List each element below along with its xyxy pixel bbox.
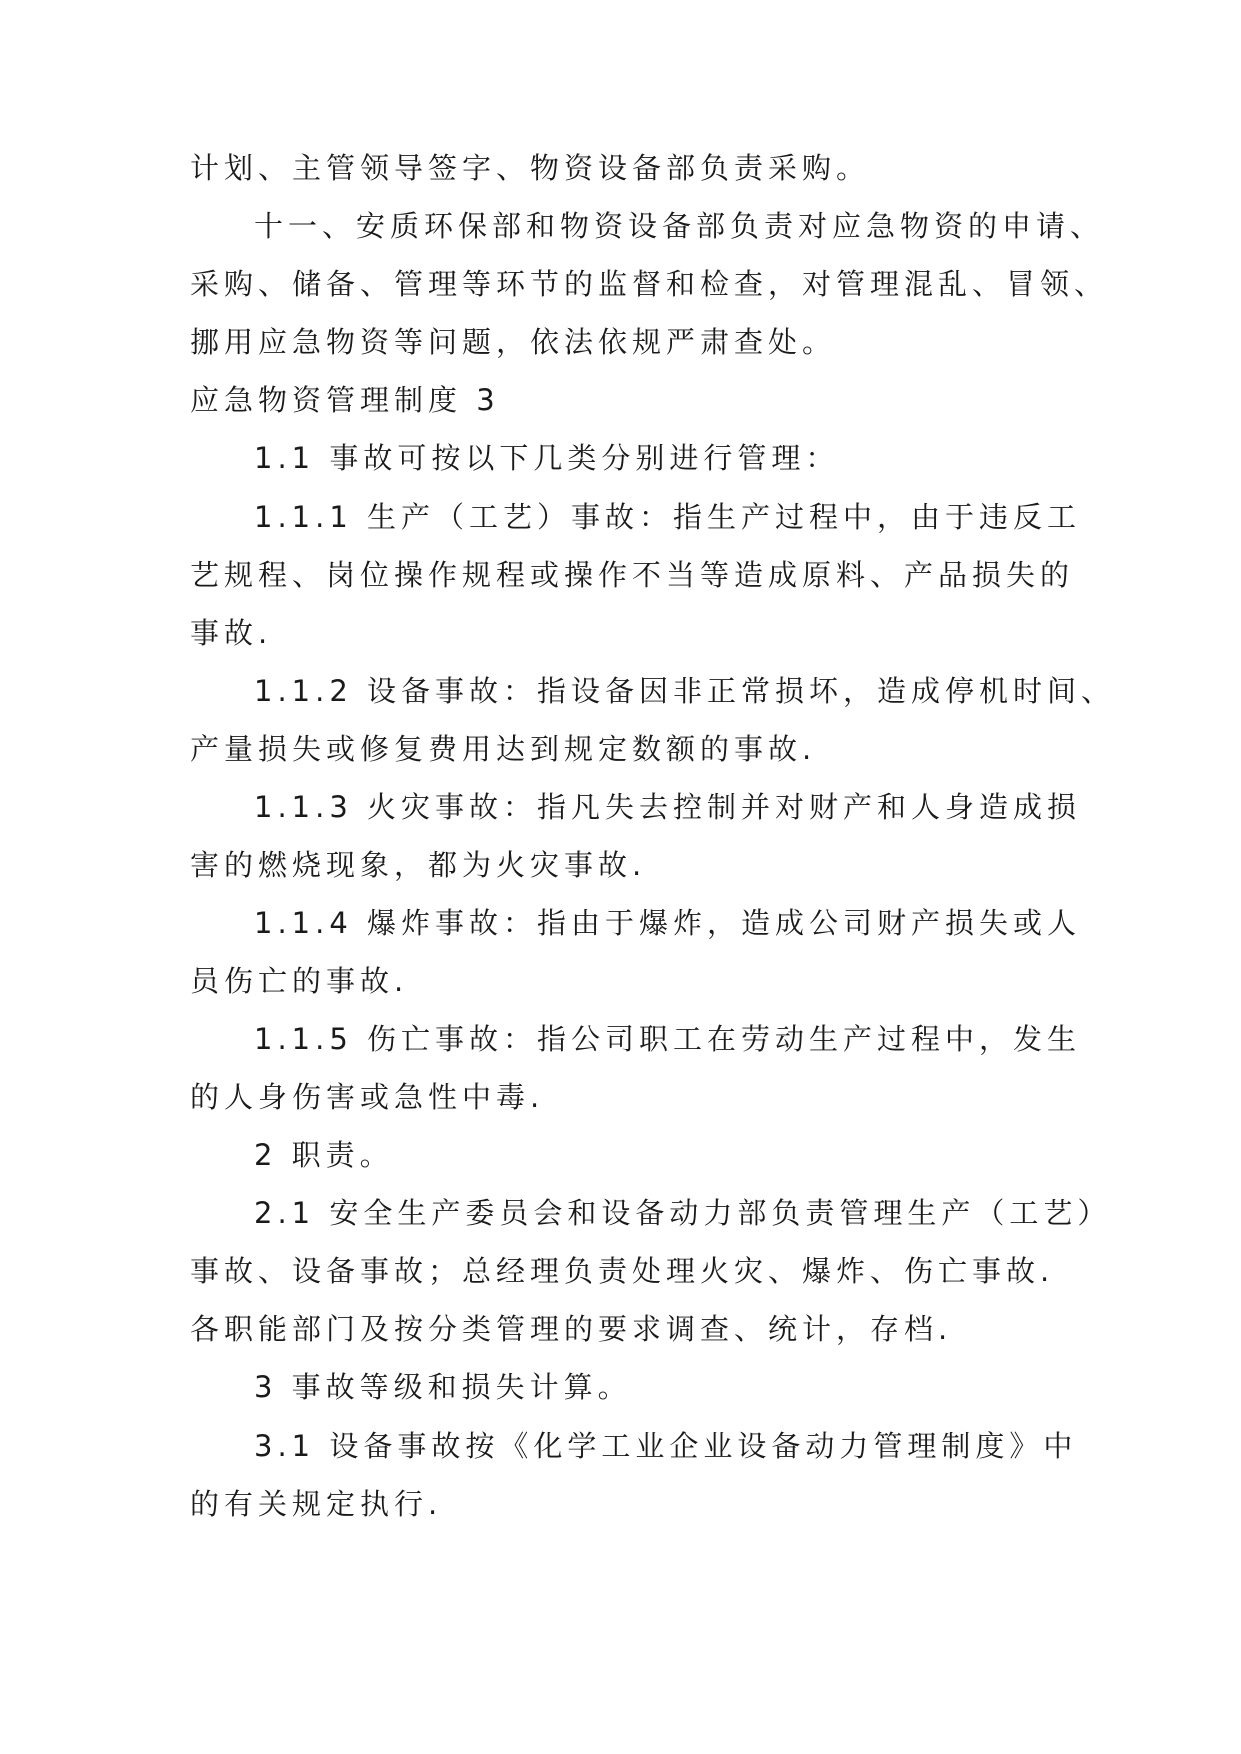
text-line: 的人身伤害或急性中毒.	[190, 1080, 545, 1114]
text-line: 采购、储备、管理等环节的监督和检查，对管理混乱、冒领、	[190, 267, 1109, 301]
text-line: 2 职责。	[254, 1138, 394, 1172]
text-line: 挪用应急物资等问题，依法依规严肃查处。	[190, 325, 837, 359]
text-line: 1.1.2 设备事故：指设备因非正常损坏，造成停机时间、	[254, 674, 1116, 708]
text-line: 事故、设备事故；总经理负责处理火灾、爆炸、伤亡事故.	[190, 1254, 1055, 1288]
text-line: 2.1 安全生产委员会和设备动力部负责管理生产（工艺）	[254, 1196, 1112, 1230]
text-line: 害的燃烧现象，都为火灾事故.	[190, 848, 647, 882]
text-line: 3 事故等级和损失计算。	[254, 1370, 632, 1404]
text-line: 1.1.1 生产（工艺）事故：指生产过程中，由于违反工	[254, 500, 1082, 534]
text-line: 1.1.4 爆炸事故：指由于爆炸，造成公司财产损失或人	[254, 906, 1082, 940]
text-line: 艺规程、岗位操作规程或操作不当等造成原料、产品损失的	[190, 558, 1075, 592]
text-line: 员伤亡的事故.	[190, 964, 409, 998]
text-line: 1.1 事故可按以下几类分别进行管理：	[254, 441, 840, 475]
text-line: 1.1.5 伤亡事故：指公司职工在劳动生产过程中，发生	[254, 1022, 1082, 1056]
text-line: 各职能部门及按分类管理的要求调查、统计，存档.	[190, 1312, 953, 1346]
text-line: 1.1.3 火灾事故：指凡失去控制并对财产和人身造成损	[254, 790, 1082, 824]
text-line: 的有关规定执行.	[190, 1487, 443, 1521]
text-line: 计划、主管领导签字、物资设备部负责采购。	[190, 151, 871, 185]
text-line: 十一、安质环保部和物资设备部负责对应急物资的申请、	[254, 209, 1105, 243]
text-line: 产量损失或修复费用达到规定数额的事故.	[190, 732, 817, 766]
section-heading: 应急物资管理制度 3	[190, 383, 500, 417]
text-line: 3.1 设备事故按《化学工业企业设备动力管理制度》中	[254, 1429, 1078, 1463]
text-line: 事故.	[190, 616, 273, 650]
